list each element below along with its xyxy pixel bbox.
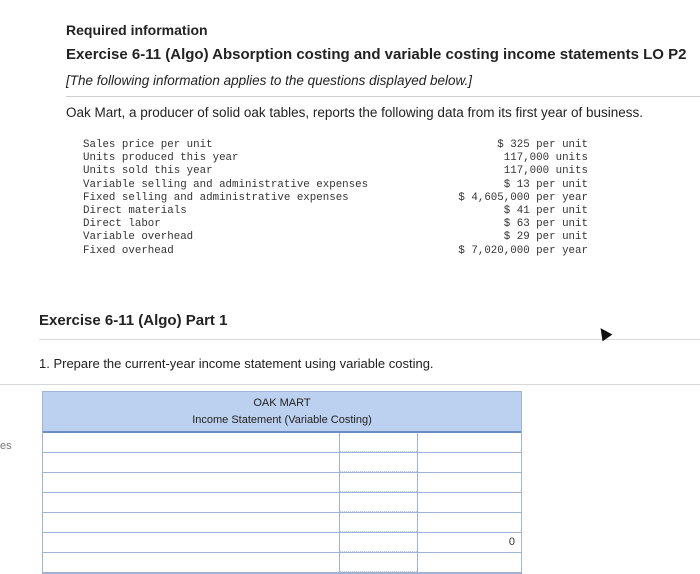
data-value: $ 29 per unit (503, 231, 588, 244)
total-cell[interactable] (418, 493, 521, 512)
data-label: Fixed overhead (83, 244, 174, 257)
data-value: $ 7,020,000 per year (458, 244, 588, 257)
data-label: Direct materials (83, 204, 187, 217)
required-info-heading: Required information (66, 22, 208, 38)
line-item-dropdown[interactable] (43, 513, 339, 532)
table-row (43, 493, 521, 513)
given-data-block (83, 139, 588, 258)
total-cell[interactable] (418, 433, 521, 452)
data-value: $ 41 per unit (503, 204, 588, 217)
data-label: Direct labor (83, 218, 161, 231)
company-name: OAK MART (253, 397, 311, 409)
question-text: 1. Prepare the current-year income statement using variable costing. (39, 356, 434, 371)
line-item-dropdown[interactable] (43, 433, 339, 452)
part-title: Exercise 6-11 (Algo) Part 1 (39, 312, 228, 329)
statement-title: Income Statement (Variable Costing) (192, 414, 372, 426)
total-cell[interactable] (418, 553, 521, 572)
data-row (83, 205, 588, 218)
data-value: $ 63 per unit (503, 218, 588, 231)
data-label: Units sold this year (83, 165, 213, 178)
data-value: 117,000 units (503, 165, 588, 178)
info-note: [The following information applies to the questions displayed below.] (66, 73, 472, 88)
data-row (83, 152, 588, 165)
exercise-title: Exercise 6-11 (Algo) Absorption costing and variable costing income statements LO P2 (66, 46, 687, 63)
data-row (83, 165, 588, 178)
line-item-dropdown[interactable] (43, 533, 339, 552)
amount-input[interactable] (340, 513, 417, 532)
table-row (43, 433, 521, 453)
statement-header (43, 392, 521, 433)
statement-body (43, 433, 521, 573)
data-row (83, 218, 588, 231)
amount-input[interactable] (340, 433, 417, 452)
side-stub-text: es (0, 440, 12, 452)
data-row (83, 179, 588, 192)
line-item-dropdown[interactable] (43, 553, 339, 572)
intro-text: Oak Mart, a producer of solid oak tables, reports the following data from its first year of business. (66, 105, 644, 120)
table-row (43, 453, 521, 473)
data-row (83, 192, 588, 205)
data-label: Sales price per unit (83, 139, 213, 151)
data-row (83, 139, 588, 152)
amount-input[interactable] (340, 553, 417, 572)
amount-input[interactable] (340, 473, 417, 492)
data-value: $ 325 per unit (497, 139, 588, 151)
data-row (83, 245, 588, 258)
total-cell[interactable]: 0 (508, 536, 515, 548)
table-row (43, 513, 521, 533)
total-cell[interactable] (418, 453, 521, 472)
table-row (43, 533, 521, 553)
divider (0, 384, 700, 385)
total-cell[interactable] (418, 513, 521, 532)
data-label: Units produced this year (83, 152, 239, 165)
data-label: Fixed selling and administrative expenses (83, 191, 349, 204)
divider (66, 96, 700, 97)
data-value: $ 4,605,000 per year (458, 191, 588, 204)
line-item-dropdown[interactable] (43, 493, 339, 512)
table-row (43, 553, 521, 573)
total-cell[interactable] (418, 473, 521, 492)
income-statement-table (42, 391, 522, 574)
line-item-dropdown[interactable] (43, 453, 339, 472)
table-row (43, 473, 521, 493)
data-value: $ 13 per unit (503, 178, 588, 191)
line-item-dropdown[interactable] (43, 473, 339, 492)
data-label: Variable overhead (83, 231, 194, 244)
data-value: 117,000 units (503, 152, 588, 165)
data-row (83, 231, 588, 244)
amount-input[interactable] (340, 453, 417, 472)
amount-input[interactable] (340, 493, 417, 512)
amount-input[interactable] (340, 533, 417, 552)
data-label: Variable selling and administrative expenses (83, 178, 369, 191)
